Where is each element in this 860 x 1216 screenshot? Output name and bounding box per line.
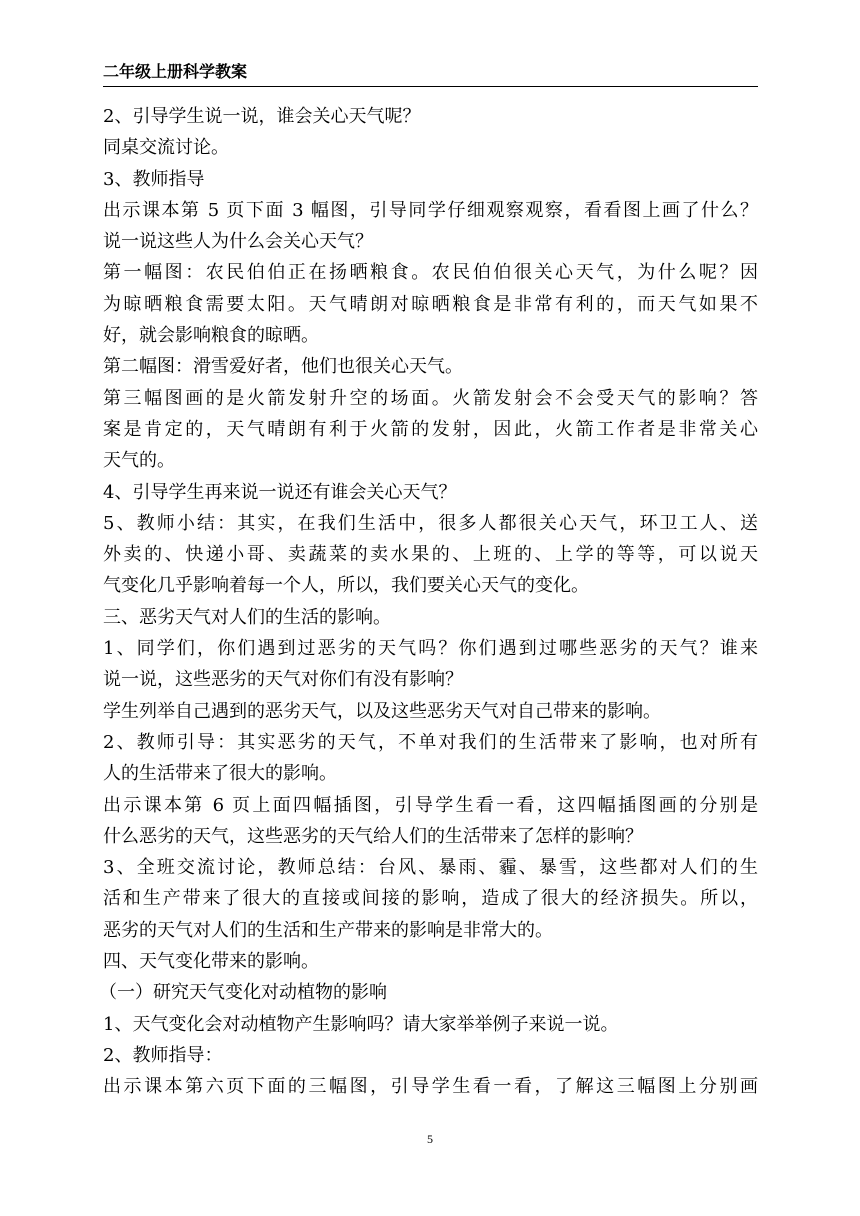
header-rule (103, 86, 758, 87)
text-line: 活和生产带来了很大的直接或间接的影响，造成了很大的经济损失。所以， (103, 888, 758, 910)
header-title: 二年级上册科学教案 (103, 62, 248, 81)
page-number: 5 (427, 1132, 433, 1146)
text-line: 第一幅图：农民伯伯正在扬晒粮食。农民伯伯很关心天气，为什么呢？因 (103, 262, 758, 284)
text-line: 出示课本第 6 页上面四幅插图，引导学生看一看，这四幅插图画的分别是 (103, 794, 758, 816)
text-line: 2、教师指导： (103, 1044, 223, 1066)
text-line: 为晾晒粮食需要太阳。天气晴朗对晾晒粮食是非常有利的，而天气如果不 (103, 293, 758, 315)
text-line: 3、教师指导 (103, 168, 205, 190)
text-line: 5、教师小结：其实，在我们生活中，很多人都很关心天气，环卫工人、送 (103, 512, 758, 534)
text-line: 天气的。 (103, 450, 175, 472)
text-line: 2、引导学生说一说，谁会关心天气呢？ (103, 106, 421, 127)
text-line: 好，就会影响粮食的晾晒。 (103, 325, 319, 347)
text-line: 1、同学们，你们遇到过恶劣的天气吗？你们遇到过哪些恶劣的天气？谁来 (103, 638, 758, 660)
text-line: 三、恶劣天气对人们的生活的影响。 (103, 606, 391, 628)
text-line: 恶劣的天气对人们的生活和生产带来的影响是非常大的。 (103, 919, 553, 941)
text-line: 外卖的、快递小哥、卖蔬菜的卖水果的、上班的、上学的等等，可以说天 (103, 544, 758, 566)
text-line: 说一说这些人为什么会关心天气？ (103, 231, 373, 253)
text-line: 同桌交流讨论。 (103, 137, 229, 159)
text-line: 什么恶劣的天气，这些恶劣的天气给人们的生活带来了怎样的影响？ (103, 825, 643, 847)
text-line: 气变化几乎影响着每一个人，所以，我们要关心天气的变化。 (103, 575, 589, 597)
text-line: 出示课本第六页下面的三幅图，引导学生看一看，了解这三幅图上分别画 (103, 1076, 758, 1098)
text-line: 4、引导学生再来说一说还有谁会关心天气？ (103, 481, 457, 503)
text-line: 案是肯定的，天气晴朗有利于火箭的发射，因此，火箭工作者是非常关心 (103, 418, 758, 440)
text-line: 学生列举自己遇到的恶劣天气，以及这些恶劣天气对自己带来的影响。 (103, 700, 661, 722)
text-line: （一）研究天气变化对动植物的影响 (99, 982, 387, 1004)
text-line: 1、天气变化会对动植物产生影响吗？请大家举举例子来说一说。 (103, 1013, 619, 1035)
text-line: 2、教师引导：其实恶劣的天气，不单对我们的生活带来了影响，也对所有 (103, 731, 758, 753)
text-line: 3、全班交流讨论，教师总结：台风、暴雨、霾、暴雪，这些都对人们的生 (103, 857, 758, 879)
text-line: 第二幅图：滑雪爱好者，他们也很关心天气。 (103, 356, 463, 378)
text-line: 说一说，这些恶劣的天气对你们有没有影响？ (103, 669, 463, 691)
text-line: 第三幅图画的是火箭发射升空的场面。火箭发射会不会受天气的影响？答 (103, 387, 758, 409)
text-line: 出示课本第 5 页下面 3 幅图，引导同学仔细观察观察，看看图上画了什么？ (103, 199, 758, 221)
text-line: 四、天气变化带来的影响。 (103, 951, 319, 973)
text-line: 人的生活带来了很大的影响。 (103, 763, 337, 785)
body-text (99, 101, 763, 1103)
